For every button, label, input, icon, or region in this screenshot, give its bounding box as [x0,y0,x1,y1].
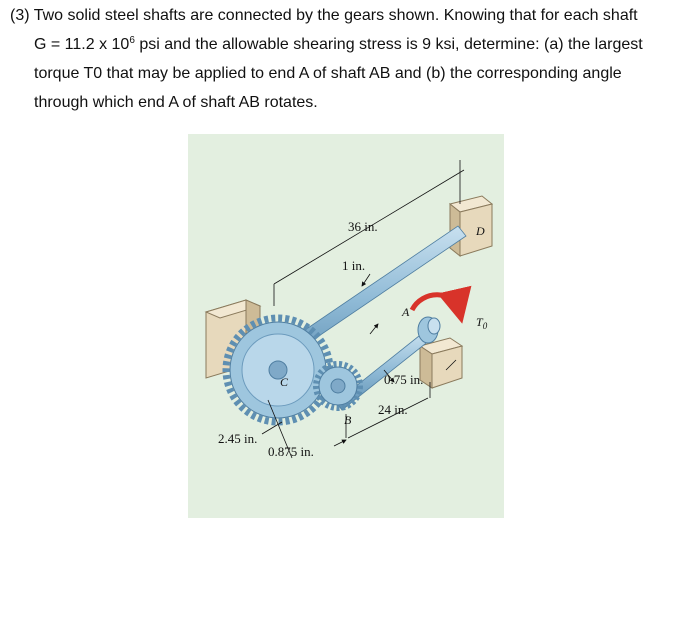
dim-245-label: 2.45 in. [218,431,258,446]
dim-1-label: 1 in. [342,258,366,273]
problem-line-1: (3) Two solid steel shafts are connected by the gears shown. Knowing that for each shaft [10,7,638,24]
gear-shaft-figure [188,134,504,518]
bearing-block [420,338,462,388]
dim-24-label: 24 in. [378,402,408,417]
label-a: A [402,305,410,319]
problem-line-2 [34,35,643,55]
dim-075-label: 0.75 in. [384,372,424,387]
problem-line-3: torque T0 that may be applied to end A of shaft AB and (b) the corresponding angle [34,65,622,82]
figure-svg [188,134,504,518]
dim-0875-label: 0.875 in. [268,444,314,459]
support-block-d [450,196,492,256]
end-a-cap [428,318,440,334]
label-c: C [280,375,289,389]
torque-symbol: T [476,315,483,329]
exponent: 6 [129,35,135,46]
problem-line-2-prefix: G = 11.2 x 10 [34,36,130,53]
torque-subscript: 0 [482,321,488,331]
dim-36-label: 36 in. [348,219,378,234]
label-b: B [344,413,352,427]
label-d: D [476,224,485,238]
problem-line-4: through which end A of shaft AB rotates. [34,94,318,111]
problem-line-2-suffix: psi and the allowable shearing stress is 9 ksi, determine: (a) the largest [134,36,643,53]
